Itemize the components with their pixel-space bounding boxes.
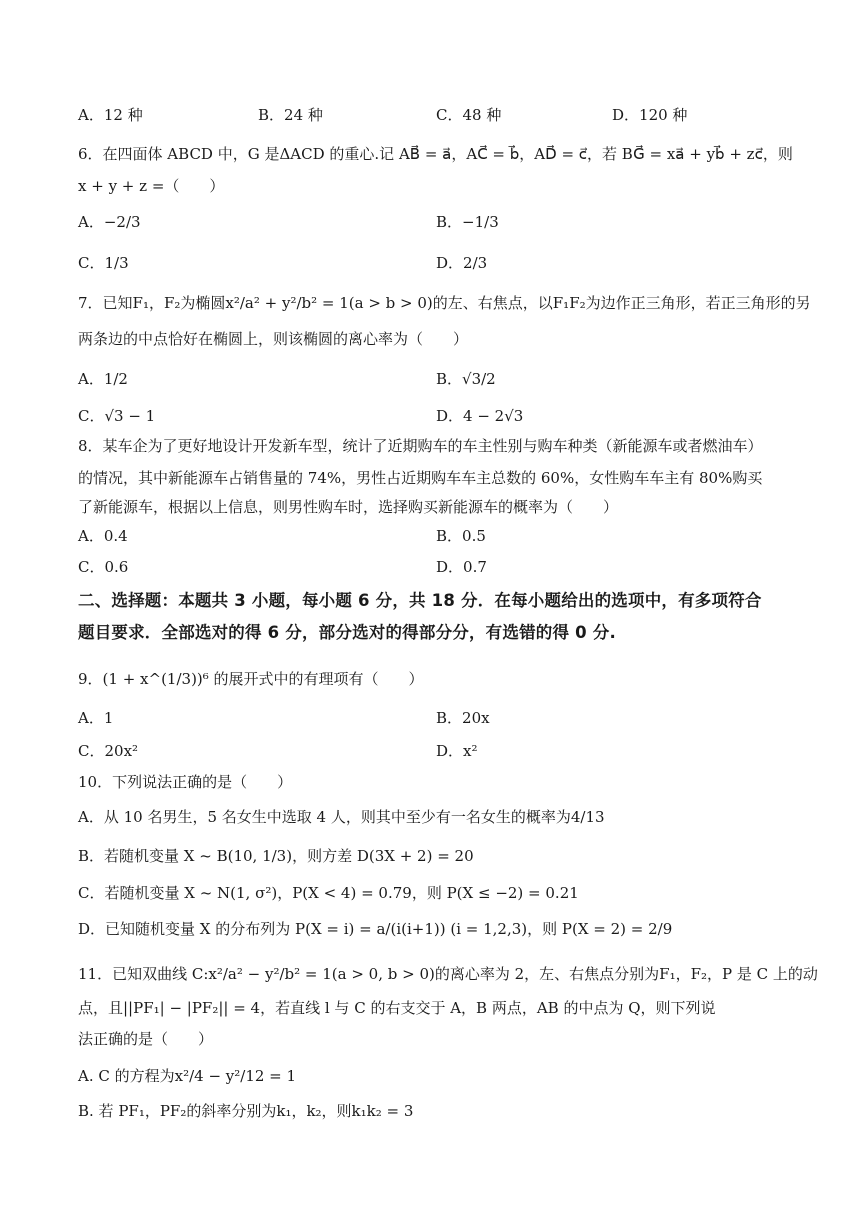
q5-option-d: D．120 种	[612, 106, 688, 124]
q6-option-c: C．1/3	[78, 254, 129, 272]
q10-stem: 10．下列说法正确的是（ ）	[78, 773, 293, 791]
q10-option-c: C．若随机变量 X ~ N(1, σ²)，P(X < 4) = 0.79，则 P(X ≤ −2) = 0.21	[78, 884, 579, 902]
q6-option-d: D．2/3	[436, 254, 488, 272]
section2-heading-line1: 二、选择题：本题共 3 小题，每小题 6 分，共 18 分．在每小题给出的选项中，有多项符合	[78, 591, 762, 610]
section2-heading-line2: 题目要求．全部选对的得 6 分，部分选对的得部分分，有选错的得 0 分.	[78, 623, 616, 642]
q7-option-b: B．√3/2	[436, 370, 496, 388]
q5-option-b: B．24 种	[258, 106, 323, 124]
q9-option-b: B．20x	[436, 709, 490, 727]
q9-option-c: C．20x²	[78, 742, 139, 760]
q9-option-a: A．1	[78, 709, 114, 727]
q8-stem-line1: 8．某车企为了更好地设计开发新车型，统计了近期购车的车主性别与购车种类（新能源车或者燃油车）	[78, 437, 763, 455]
q10-option-b: B．若随机变量 X ~ B(10, 1/3)，则方差 D(3X + 2) = 20	[78, 847, 474, 865]
q8-option-d: D．0.7	[436, 558, 487, 576]
q6-option-b: B．−1/3	[436, 213, 499, 231]
q9-option-d: D．x²	[436, 742, 478, 760]
q11-stem-line3: 法正确的是（ ）	[78, 1030, 214, 1048]
q7-option-d: D．4 − 2√3	[436, 407, 524, 425]
q7-stem-line2: 两条边的中点恰好在椭圆上，则该椭圆的离心率为（ ）	[78, 330, 469, 348]
q11-option-b: B. 若 PF₁，PF₂的斜率分别为k₁，k₂，则k₁k₂ = 3	[78, 1102, 414, 1120]
q6-stem-line2: x + y + z =（ ）	[78, 177, 225, 195]
q8-option-b: B．0.5	[436, 527, 486, 545]
q10-option-a: A．从 10 名男生，5 名女生中选取 4 人，则其中至少有一名女生的概率为4/13	[78, 808, 605, 826]
q7-option-c: C．√3 − 1	[78, 407, 156, 425]
q6-option-a: A．−2/3	[78, 213, 141, 231]
q8-stem-line2: 的情况，其中新能源车占销售量的 74%，男性占近期购车车主总数的 60%，女性购车车主有 80%购买	[78, 469, 763, 487]
q8-stem-line3: 了新能源车，根据以上信息，则男性购车时，选择购买新能源车的概率为（ ）	[78, 498, 619, 516]
q5-option-a: A．12 种	[78, 106, 143, 124]
q5-option-c: C．48 种	[436, 106, 502, 124]
q11-stem-line2: 点，且||PF₁| − |PF₂|| = 4，若直线 l 与 C 的右支交于 A，B 两点，AB 的中点为 Q，则下列说	[78, 999, 716, 1017]
q8-option-a: A．0.4	[78, 527, 128, 545]
q10-option-d: D．已知随机变量 X 的分布列为 P(X = i) = a/(i(i+1)) (i = 1,2,3)，则 P(X = 2) = 2/9	[78, 920, 673, 938]
q11-option-a: A. C 的方程为x²/4 − y²/12 = 1	[78, 1067, 297, 1085]
q7-stem-line1: 7．已知F₁，F₂为椭圆x²/a² + y²/b² = 1(a > b > 0)的左、右焦点，以F₁F₂为边作正三角形，若正三角形的另	[78, 294, 811, 312]
q8-option-c: C．0.6	[78, 558, 129, 576]
q6-stem-line1: 6．在四面体 ABCD 中，G 是ΔACD 的重心.记 AB⃗ = a⃗，AC⃗ = b⃗，AD⃗ = c⃗，若 BG⃗ = xa⃗ + yb⃗ + zc⃗，则	[78, 145, 793, 163]
q7-option-a: A．1/2	[78, 370, 128, 388]
q9-stem: 9．(1 + x^(1/3))⁶ 的展开式中的有理项有（ ）	[78, 670, 424, 688]
q11-stem-line1: 11．已知双曲线 C:x²/a² − y²/b² = 1(a > 0, b > 0)的离心率为 2，左、右焦点分别为F₁，F₂，P 是 C 上的动	[78, 965, 818, 983]
